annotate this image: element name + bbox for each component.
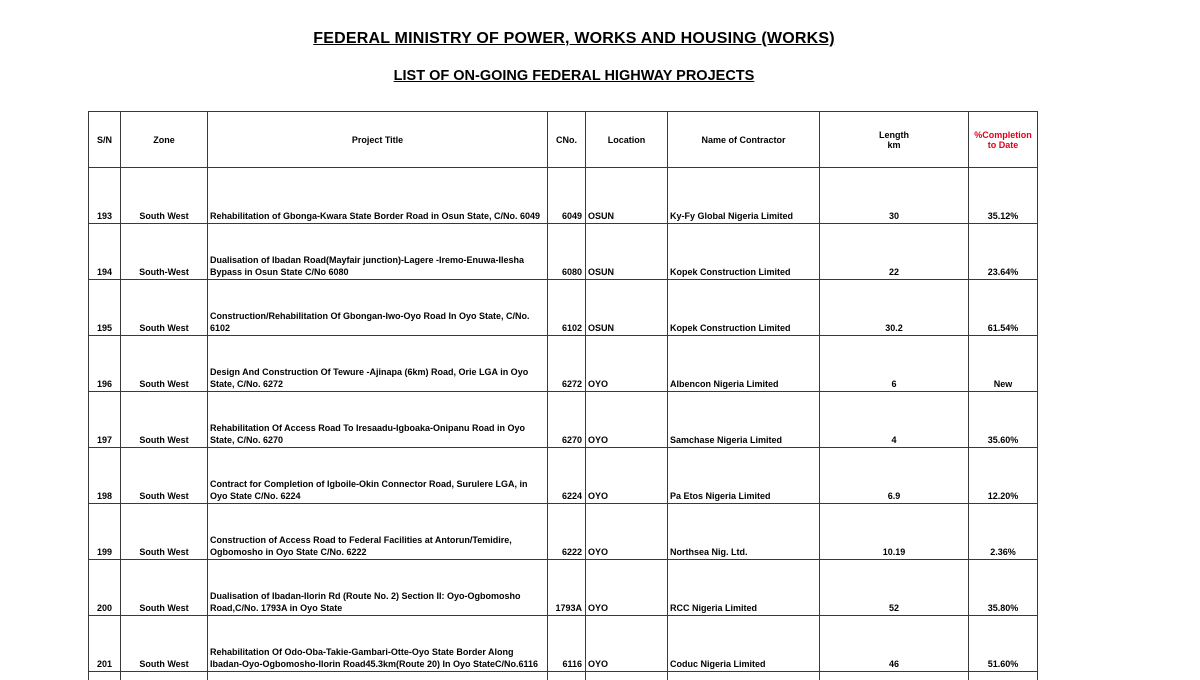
table-row — [89, 336, 1038, 392]
document-subtitle: LIST OF ON-GOING FEDERAL HIGHWAY PROJECTS — [0, 68, 1148, 84]
location-cell: OYO — [586, 336, 668, 392]
column-header-zone: Zone — [121, 112, 208, 168]
location-cell: OSUN — [586, 168, 668, 224]
sn-cell: 199 — [89, 504, 121, 560]
column-header-sn: S/N — [89, 112, 121, 168]
length-cell: 6.9 — [820, 448, 969, 504]
length-cell: 4 — [820, 392, 969, 448]
contractor-cell: RCC Nigeria Limited — [668, 560, 820, 616]
location-cell: OYO — [586, 448, 668, 504]
zone-cell: South West — [121, 336, 208, 392]
empty-cell — [969, 672, 1038, 680]
contractor-cell: Northsea Nig. Ltd. — [668, 504, 820, 560]
zone-cell: South West — [121, 616, 208, 672]
empty-cell — [121, 672, 208, 680]
table-row — [89, 616, 1038, 672]
location-cell: OYO — [586, 392, 668, 448]
column-header-cno: CNo. — [548, 112, 586, 168]
length-cell: 22 — [820, 224, 969, 280]
contractor-cell: Albencon Nigeria Limited — [668, 336, 820, 392]
length-cell: 30.2 — [820, 280, 969, 336]
contractor-cell: Kopek Construction Limited — [668, 280, 820, 336]
table-row — [89, 504, 1038, 560]
project-title-cell: Dualisation of Ibadan-Ilorin Rd (Route No. 2) Section II: Oyo-Ogbomosho Road,C/No. 1793A in Oyo State — [208, 560, 548, 616]
ministry-title: FEDERAL MINISTRY OF POWER, WORKS AND HOUSING (WORKS) — [0, 30, 1148, 48]
table-row-partial — [89, 672, 1038, 680]
cno-cell: 6116 — [548, 616, 586, 672]
column-header-contractor: Name of Contractor — [668, 112, 820, 168]
cno-cell: 6102 — [548, 280, 586, 336]
length-cell: 10.19 — [820, 504, 969, 560]
completion-cell: New — [969, 336, 1038, 392]
contractor-cell: Ky-Fy Global Nigeria Limited — [668, 168, 820, 224]
column-header-project-title: Project Title — [208, 112, 548, 168]
length-cell: 46 — [820, 616, 969, 672]
completion-cell: 61.54% — [969, 280, 1038, 336]
sn-cell: 195 — [89, 280, 121, 336]
zone-cell: South West — [121, 168, 208, 224]
project-title-cell: Contract for Completion of Igboile-Okin Connector Road, Surulere LGA, in Oyo State C/No. 6224 — [208, 448, 548, 504]
column-header-location: Location — [586, 112, 668, 168]
empty-cell — [820, 672, 969, 680]
cno-cell: 6270 — [548, 392, 586, 448]
completion-cell: 35.60% — [969, 392, 1038, 448]
column-header-length — [820, 112, 969, 168]
zone-cell: South West — [121, 448, 208, 504]
table-row — [89, 168, 1038, 224]
contractor-cell: Samchase Nigeria Limited — [668, 392, 820, 448]
location-cell: OYO — [586, 560, 668, 616]
table-row — [89, 392, 1038, 448]
location-cell: OYO — [586, 504, 668, 560]
length-cell: 52 — [820, 560, 969, 616]
sn-cell: 198 — [89, 448, 121, 504]
zone-cell: South West — [121, 392, 208, 448]
sn-cell: 194 — [89, 224, 121, 280]
project-title-cell: Design And Construction Of Tewure -Ajinapa (6km) Road, Orie LGA in Oyo State, C/No. 6272 — [208, 336, 548, 392]
sn-cell: 197 — [89, 392, 121, 448]
completion-cell: 23.64% — [969, 224, 1038, 280]
cno-cell: 1793A — [548, 560, 586, 616]
zone-cell: South West — [121, 560, 208, 616]
location-cell: OSUN — [586, 224, 668, 280]
completion-cell: 35.12% — [969, 168, 1038, 224]
zone-cell: South West — [121, 504, 208, 560]
project-title-cell: Rehabilitation of Gbonga-Kwara State Border Road in Osun State, C/No. 6049 — [208, 168, 548, 224]
completion-cell: 12.20% — [969, 448, 1038, 504]
length-label: Length — [822, 130, 966, 140]
length-unit: km — [822, 140, 966, 150]
cno-cell: 6049 — [548, 168, 586, 224]
table-row — [89, 560, 1038, 616]
zone-cell: South West — [121, 280, 208, 336]
empty-cell — [586, 672, 668, 680]
completion-cell: 51.60% — [969, 616, 1038, 672]
empty-cell — [668, 672, 820, 680]
project-title-cell: Dualisation of Ibadan Road(Mayfair junction)-Lagere -Iremo-Enuwa-Ilesha Bypass in Osun State C/No 6080 — [208, 224, 548, 280]
completion-sublabel: to Date — [971, 140, 1035, 150]
empty-cell — [548, 672, 586, 680]
project-title-cell: Rehabilitation Of Access Road To Iresaadu-Igboaka-Onipanu Road in Oyo State, C/No. 6270 — [208, 392, 548, 448]
location-cell: OSUN — [586, 280, 668, 336]
completion-label: %Completion — [971, 130, 1035, 140]
sn-cell: 193 — [89, 168, 121, 224]
projects-table — [88, 111, 1038, 680]
completion-cell: 2.36% — [969, 504, 1038, 560]
project-title-cell: Construction of Access Road to Federal Facilities at Antorun/Temidire, Ogbomosho in Oyo State C/No. 6222 — [208, 504, 548, 560]
cno-cell: 6224 — [548, 448, 586, 504]
sn-cell: 200 — [89, 560, 121, 616]
contractor-cell: Pa Etos Nigeria Limited — [668, 448, 820, 504]
completion-cell: 35.80% — [969, 560, 1038, 616]
table-row — [89, 448, 1038, 504]
empty-cell — [208, 672, 548, 680]
length-cell: 30 — [820, 168, 969, 224]
cno-cell: 6272 — [548, 336, 586, 392]
zone-cell: South-West — [121, 224, 208, 280]
location-cell: OYO — [586, 616, 668, 672]
table-header-row — [89, 112, 1038, 168]
sn-cell: 196 — [89, 336, 121, 392]
table-row — [89, 280, 1038, 336]
table-row — [89, 224, 1038, 280]
contractor-cell: Kopek Construction Limited — [668, 224, 820, 280]
sn-cell: 201 — [89, 616, 121, 672]
column-header-completion — [969, 112, 1038, 168]
empty-cell — [89, 672, 121, 680]
cno-cell: 6080 — [548, 224, 586, 280]
project-title-cell: Construction/Rehabilitation Of Gbongan-Iwo-Oyo Road In Oyo State, C/No. 6102 — [208, 280, 548, 336]
length-cell: 6 — [820, 336, 969, 392]
project-title-cell: Rehabilitation Of Odo-Oba-Takie-Gambari-Otte-Oyo State Border Along Ibadan-Oyo-Ogbomosho-Ilorin Road45.3km(Route 20) In Oyo StateC/No.6116 — [208, 616, 548, 672]
cno-cell: 6222 — [548, 504, 586, 560]
contractor-cell: Coduc Nigeria Limited — [668, 616, 820, 672]
